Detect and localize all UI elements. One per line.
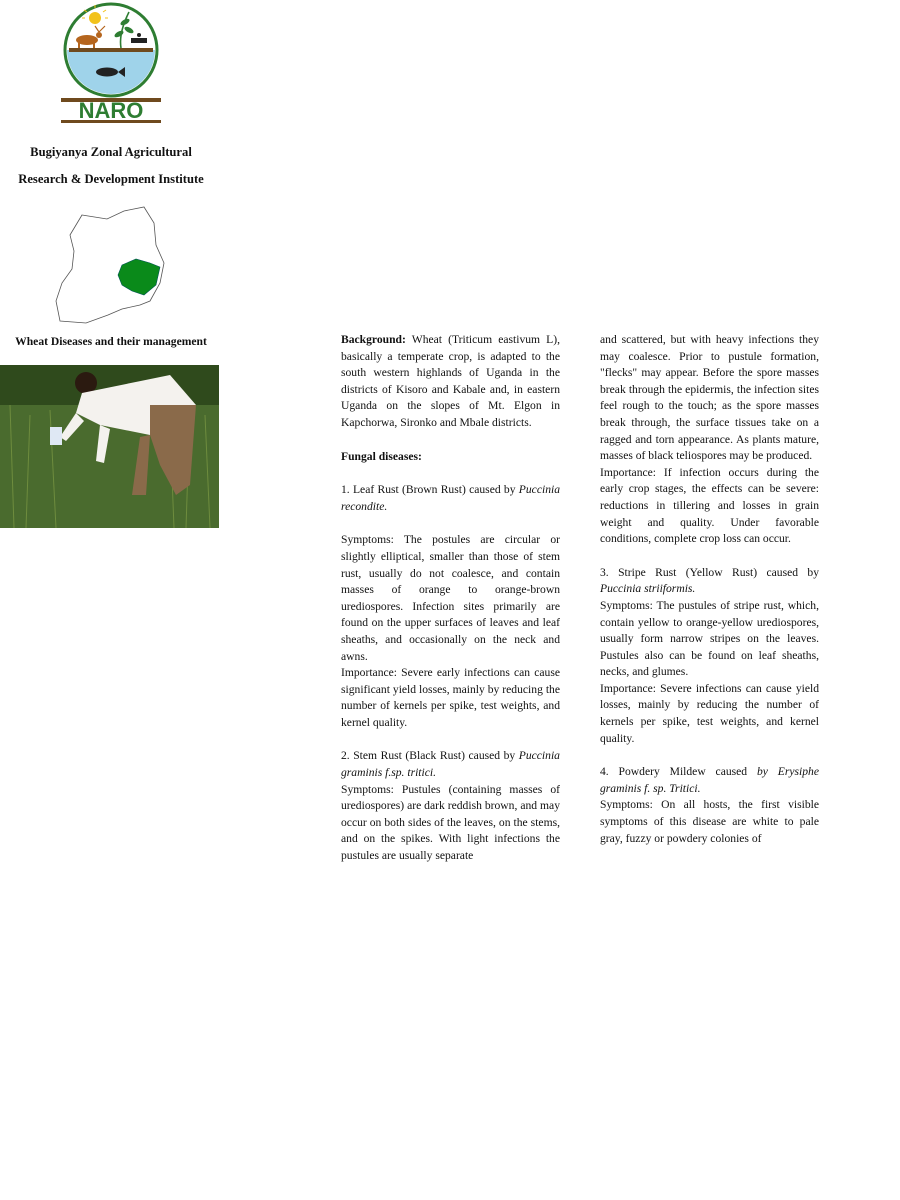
stripe-rust-pathogen: Puccinia striiformis. xyxy=(600,582,696,596)
leaf-rust-pathogen: Puccinia recondite. xyxy=(341,483,561,513)
institute-name xyxy=(0,139,222,193)
uganda-map xyxy=(52,205,170,327)
institute-line-2: Research & Development Institute xyxy=(18,172,204,186)
right-column xyxy=(600,332,819,847)
middle-column xyxy=(341,332,560,865)
stem-rust-pathogen: Puccinia graminis f.sp. tritici. xyxy=(341,749,560,780)
powdery-mildew-symptoms: Symptoms: On all hosts, the first visible symptoms of this disease are white to pale gray, fuzzy or powdery colonies of xyxy=(600,798,819,845)
leaf-rust-symptoms: Symptoms: The postules are circular or slightly elliptical, smaller than those of stem rust, usually do not coalesce, and contain masses of orange to orange-brown urediospores. Infection sites primarily are found on the upper surfaces of leaves and leaf sheaths, and occasionally on the neck and awns. xyxy=(341,533,560,663)
powdery-mildew-heading: 4. Powdery Mildew caused by Erysiphe graminis f. sp. Tritici. xyxy=(600,765,820,795)
background-paragraph xyxy=(341,332,560,432)
powdery-mildew-pathogen: by Erysiphe graminis f. sp. Tritici. xyxy=(600,765,820,795)
stem-rust-symptoms-continued: and scattered, but with heavy infections they may coalesce. Prior to pustule formation, "flecks" may appear. Before the spore masses break through the epidermis, the infection sites feel rough to the touch; as the spore masses break through, the surface tissues take on a ragged and torn appearance. As plants mature, masses of black teliospores may be produced. xyxy=(600,333,819,463)
left-panel xyxy=(0,0,222,528)
background-heading: Background: xyxy=(341,333,406,346)
field-photo xyxy=(0,365,219,528)
stem-rust-heading: 2. Stem Rust (Black Rust) caused by Puccinia graminis f.sp. tritici. xyxy=(341,749,560,780)
naro-logo xyxy=(0,0,222,129)
leaf-rust-heading: 1. Leaf Rust (Brown Rust) caused by Puccinia recondite. xyxy=(341,483,561,513)
stripe-rust-symptoms: Symptoms: The pustules of stripe rust, which, contain yellow to orange-yellow urediospores, usually form narrow stripes on the leaves. Pustules also can be found on leaf sheaths, necks, and glumes. xyxy=(600,598,819,679)
stripe-rust-importance: Importance: Severe infections can cause yield losses, mainly by reducing the number of kernels per spike, test weights, and kernel quality. xyxy=(600,681,819,745)
background-text: Wheat (Triticum eastivum L), basically a temperate crop, is adapted to the south western highlands of Uganda in the districts of Kisoro and Kabale and, in eastern Uganda on the slopes of Mt. Elgon in Kapchorwa, Sironko and Mbale districts. xyxy=(341,333,560,429)
stem-rust-importance: Importance: If infection occurs during the early crop stages, the effects can be severe: reductions in tillering and losses in grain weight and quality. Under favorable conditions, complete crop loss can occur. xyxy=(600,465,819,546)
logo-text: NARO xyxy=(78,98,144,123)
stripe-rust-heading: 3. Stripe Rust (Yellow Rust) caused by Puccinia striiformis. xyxy=(600,565,819,596)
brochure-title: Wheat Diseases and their management xyxy=(15,335,207,348)
leaf-rust-importance: Importance: Severe early infections can cause significant yield losses, mainly by reducing the number of kernels per spike, test weights, and kernel quality. xyxy=(341,666,560,729)
institute-line-1: Bugiyanya Zonal Agricultural xyxy=(30,145,192,159)
fungal-diseases-heading: Fungal diseases: xyxy=(341,449,422,463)
stem-rust-symptoms: Symptoms: Pustules (containing masses of urediospores) are dark reddish brown, and may occur on both sides of the leaves, on the stems, and on the spikes. With light infections the pustules are usually separate xyxy=(341,782,560,863)
